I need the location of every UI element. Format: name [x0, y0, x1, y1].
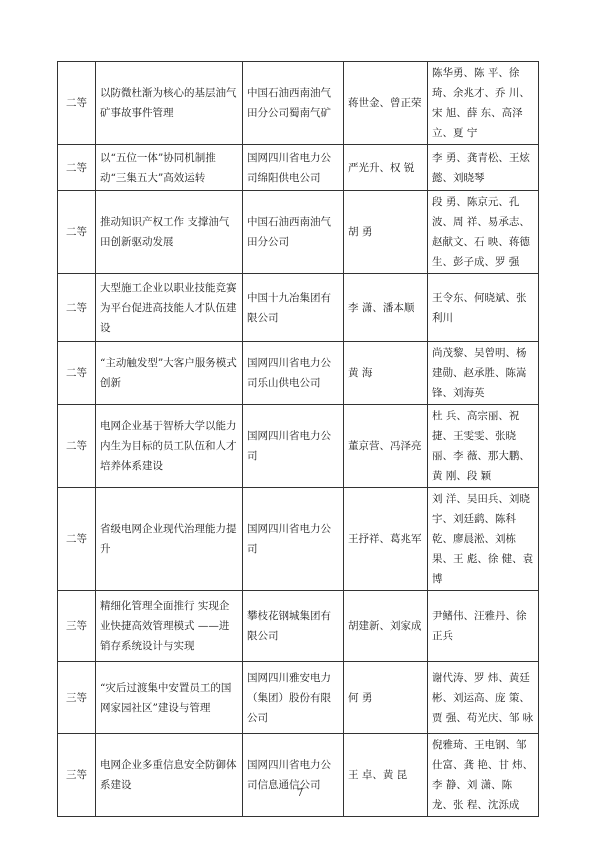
- award-grade-cell: 二等: [58, 405, 96, 488]
- other-contributors-cell: 李 勇、龚青松、王炫懿、刘晓琴: [428, 145, 539, 191]
- awards-table-body: [58, 62, 539, 817]
- main-contributors-cell: 胡 勇: [344, 191, 428, 274]
- organization-cell: 国网四川省电力公司绵阳供电公司: [243, 145, 344, 191]
- main-contributors-cell: 严光升、权 锐: [344, 145, 428, 191]
- table-row: [58, 62, 539, 145]
- page-number: 7: [296, 788, 304, 799]
- project-title-cell: 推动知识产权工作 支撑油气田创新驱动发展: [96, 191, 243, 274]
- other-contributors-cell: 倪雅琦、王电钢、邹仕富、龚 艳、甘 炜、李 静、刘 潇、陈 龙、张 程、沈泺成: [428, 734, 539, 817]
- award-grade-cell: 三等: [58, 734, 96, 817]
- main-contributors-cell: 李 潇、潘本顺: [344, 274, 428, 342]
- table-row: [58, 145, 539, 191]
- organization-cell: 国网四川省电力公司信息通信公司: [243, 734, 344, 817]
- project-title-cell: “灾后过渡集中安置员工的国网家园社区”建设与管理: [96, 662, 243, 734]
- table-row: [58, 191, 539, 274]
- organization-cell: 国网四川省电力公司: [243, 405, 344, 488]
- other-contributors-cell: 尹鳍伟、汪雅丹、徐正兵: [428, 591, 539, 662]
- award-grade-cell: 三等: [58, 662, 96, 734]
- other-contributors-cell: 刘 洋、吴田兵、刘晓宇、刘廷鹞、陈科乾、廖晨淞、刘栋果、王 彪、徐 健、袁 博: [428, 488, 539, 591]
- project-title-cell: 精细化管理全面推行 实现企业快捷高效管理模式 ——进销存系统设计与实现: [96, 591, 243, 662]
- table-row: [58, 405, 539, 488]
- table-row: [58, 591, 539, 662]
- main-contributors-cell: 王 卓、黄 昆: [344, 734, 428, 817]
- other-contributors-cell: 尚茂黎、吴曾明、杨建勋、赵承胜、陈嵩锋、刘海英: [428, 342, 539, 405]
- award-grade-cell: 二等: [58, 274, 96, 342]
- project-title-cell: 大型施工企业以职业技能竞赛为平台促进高技能人才队伍建设: [96, 274, 243, 342]
- organization-cell: 攀枝花钢城集团有限公司: [243, 591, 344, 662]
- other-contributors-cell: 段 勇、陈京元、孔 波、周 祥、易承志、赵献文、石 映、蒋德生、彭子成、罗 强: [428, 191, 539, 274]
- project-title-cell: 以“五位一体”协同机制推动“三集五大”高效运转: [96, 145, 243, 191]
- table-row: [58, 274, 539, 342]
- organization-cell: 国网四川省电力公司乐山供电公司: [243, 342, 344, 405]
- other-contributors-cell: 王令东、何晓斌、张利川: [428, 274, 539, 342]
- organization-cell: 国网四川雅安电力（集团）股份有限公司: [243, 662, 344, 734]
- award-grade-cell: 三等: [58, 591, 96, 662]
- award-grade-cell: 二等: [58, 145, 96, 191]
- award-grade-cell: 二等: [58, 62, 96, 145]
- project-title-cell: 省级电网企业现代治理能力提升: [96, 488, 243, 591]
- award-grade-cell: 二等: [58, 191, 96, 274]
- table-row: [58, 342, 539, 405]
- award-grade-cell: 二等: [58, 488, 96, 591]
- organization-cell: 中国石油西南油气田分公司: [243, 191, 344, 274]
- project-title-cell: 电网企业多重信息安全防御体系建设: [96, 734, 243, 817]
- project-title-cell: 以防微杜渐为核心的基层油气矿事故事件管理: [96, 62, 243, 145]
- table-row: [58, 488, 539, 591]
- main-contributors-cell: 胡建新、刘家成: [344, 591, 428, 662]
- main-contributors-cell: 王抒祥、葛兆军: [344, 488, 428, 591]
- main-contributors-cell: 何 勇: [344, 662, 428, 734]
- organization-cell: 中国石油西南油气田分公司蜀南气矿: [243, 62, 344, 145]
- other-contributors-cell: 陈华勇、陈 平、徐 琦、余兆才、乔 川、宋 旭、薛 东、高泽立、夏 宁: [428, 62, 539, 145]
- other-contributors-cell: 杜 兵、高宗丽、祝 捷、王雯雯、张晓丽、李 薇、那大鹏、黄 刚、段 颖: [428, 405, 539, 488]
- project-title-cell: “主动触发型”大客户服务模式创新: [96, 342, 243, 405]
- main-contributors-cell: 蒋世金、曾正荣: [344, 62, 428, 145]
- table-row: [58, 734, 539, 817]
- organization-cell: 中国十九冶集团有限公司: [243, 274, 344, 342]
- awards-table: [57, 61, 539, 817]
- award-grade-cell: 二等: [58, 342, 96, 405]
- table-row: [58, 662, 539, 734]
- other-contributors-cell: 谢代涛、罗 炜、黄廷彬、刘运高、庞 策、贾 强、苟光庆、邹 咏: [428, 662, 539, 734]
- project-title-cell: 电网企业基于智桥大学以能力内生为目标的员工队伍和人才培养体系建设: [96, 405, 243, 488]
- main-contributors-cell: 董京营、冯泽亮: [344, 405, 428, 488]
- main-contributors-cell: 黄 海: [344, 342, 428, 405]
- organization-cell: 国网四川省电力公司: [243, 488, 344, 591]
